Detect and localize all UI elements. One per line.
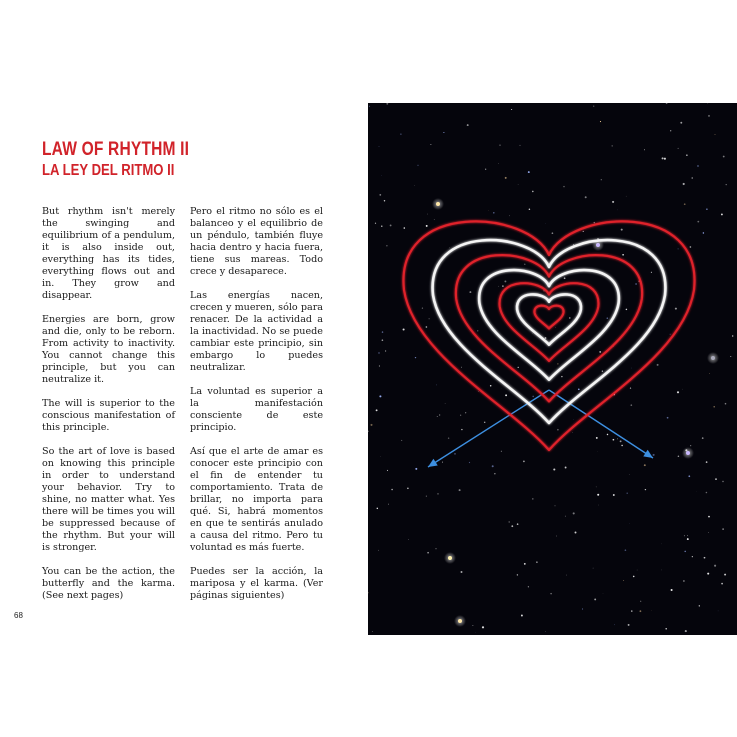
- star: [528, 586, 529, 587]
- star: [430, 144, 431, 145]
- star: [686, 155, 687, 156]
- star: [708, 115, 710, 117]
- star: [662, 157, 664, 159]
- star: [461, 571, 463, 573]
- star: [381, 226, 382, 227]
- star: [594, 598, 596, 600]
- star: [684, 551, 686, 553]
- star: [518, 367, 519, 368]
- star: [369, 106, 370, 107]
- star: [557, 429, 559, 431]
- star: [706, 208, 708, 210]
- bright-star: [596, 243, 600, 247]
- star: [528, 171, 530, 173]
- star: [408, 539, 409, 540]
- star: [640, 601, 641, 602]
- bright-star: [711, 356, 715, 360]
- star: [401, 440, 402, 441]
- star-field: [368, 103, 733, 632]
- star: [626, 493, 627, 494]
- star: [690, 246, 692, 248]
- star: [593, 106, 594, 107]
- heart-outline-4: [479, 270, 619, 380]
- star: [461, 429, 462, 430]
- star: [575, 532, 577, 534]
- star: [382, 339, 384, 341]
- star: [611, 145, 612, 146]
- star: [612, 201, 614, 203]
- star: [651, 272, 652, 273]
- star: [709, 373, 710, 374]
- english-text-column: [42, 206, 175, 614]
- star: [509, 216, 510, 217]
- star: [502, 285, 504, 287]
- star: [725, 403, 727, 405]
- star: [518, 184, 519, 185]
- star: [631, 610, 632, 611]
- star: [630, 388, 631, 389]
- star: [563, 186, 564, 187]
- star: [498, 286, 499, 287]
- star: [439, 414, 440, 415]
- heart-outline-7: [534, 306, 563, 329]
- star: [653, 454, 655, 456]
- star: [665, 628, 667, 630]
- star: [499, 145, 500, 146]
- heart-outline-1: [403, 221, 694, 450]
- english-paragraph-4: So the art of love is based on knowing this principle in order to understand your behavior. Try to shine, no matter what. Yes there will be times you will be suppressed because of the rhythm. But your will is stronger.: [42, 446, 175, 553]
- star: [622, 254, 624, 256]
- arrows: [428, 390, 653, 467]
- star: [596, 487, 597, 488]
- star: [478, 391, 479, 392]
- star: [565, 467, 567, 469]
- star: [572, 432, 573, 433]
- star: [532, 191, 534, 193]
- star: [521, 615, 523, 617]
- spanish-paragraph-3: La voluntad es superior a la manifestación consciente de este principio.: [190, 386, 323, 433]
- star: [381, 175, 382, 176]
- star: [379, 146, 380, 147]
- star: [426, 225, 428, 227]
- star: [469, 462, 470, 463]
- star: [379, 365, 380, 366]
- page-title-english: LAW OF RHYTHM II: [42, 139, 190, 160]
- star: [602, 371, 603, 372]
- star: [625, 549, 627, 551]
- star: [631, 404, 633, 406]
- star: [517, 574, 518, 575]
- star: [675, 308, 677, 310]
- star: [469, 291, 471, 293]
- star: [593, 568, 594, 569]
- star: [436, 548, 437, 549]
- star: [677, 391, 679, 393]
- star: [417, 165, 418, 166]
- heart-illustration: [368, 103, 737, 635]
- star: [613, 439, 615, 441]
- star: [545, 337, 547, 339]
- spanish-paragraph-4: Así que el arte de amar es conocer este principio con el fin de entender tu comportamiento. Trata de brillar, no importa para qué. Si, habrá momentos en que te sentirás anulado a causa del ritmo. Pero tu voluntad es más fuerte.: [190, 446, 323, 553]
- star: [713, 406, 715, 408]
- star: [566, 575, 567, 576]
- star: [623, 580, 624, 581]
- star: [459, 489, 461, 491]
- star: [387, 470, 388, 471]
- star: [657, 364, 659, 366]
- star: [391, 489, 393, 491]
- star: [582, 609, 583, 610]
- star: [426, 496, 427, 497]
- star: [678, 148, 679, 149]
- star: [600, 121, 601, 122]
- star: [434, 219, 435, 220]
- star: [498, 163, 499, 164]
- star: [437, 416, 438, 417]
- star: [678, 455, 680, 457]
- star: [680, 122, 682, 124]
- spanish-paragraph-1: Pero el ritmo no sólo es el balanceo y el equilibrio de un péndulo, también fluye hacia dentro y hacia fuera, tiene sus mareas. Todo crece y desaparece.: [190, 206, 323, 277]
- star: [556, 536, 557, 537]
- star: [552, 232, 554, 234]
- star: [493, 212, 495, 214]
- star: [697, 221, 699, 223]
- star: [621, 229, 623, 231]
- star: [443, 132, 444, 133]
- star: [368, 431, 369, 432]
- star: [583, 231, 584, 232]
- star: [372, 631, 373, 632]
- star: [482, 626, 484, 628]
- star: [511, 109, 512, 110]
- star: [490, 385, 492, 387]
- star: [505, 394, 507, 396]
- star: [448, 437, 449, 438]
- star: [683, 580, 685, 582]
- star: [707, 103, 708, 104]
- star: [715, 134, 716, 135]
- star: [699, 605, 700, 606]
- star: [427, 214, 428, 215]
- star: [614, 624, 615, 625]
- star: [426, 326, 428, 328]
- english-paragraph-2: Energies are born, grow and die, only to be reborn. From activity to inactivity. You cannot change this principle, but you can neutralize it.: [42, 314, 175, 385]
- star: [722, 528, 724, 530]
- star: [684, 203, 686, 205]
- star: [384, 200, 385, 201]
- star: [565, 516, 566, 517]
- star: [688, 475, 690, 477]
- star: [437, 493, 438, 494]
- star: [722, 481, 723, 482]
- star: [545, 223, 546, 224]
- star: [532, 396, 534, 398]
- star: [536, 561, 538, 563]
- star: [715, 478, 717, 480]
- star: [687, 538, 689, 540]
- star: [427, 552, 429, 554]
- star: [620, 440, 622, 442]
- star: [702, 437, 704, 439]
- star: [380, 456, 381, 457]
- arrow-left: [428, 390, 549, 467]
- star: [718, 611, 719, 612]
- star: [553, 468, 555, 470]
- star: [492, 465, 494, 467]
- star: [628, 624, 630, 626]
- star: [404, 227, 406, 229]
- star: [545, 631, 546, 632]
- star: [422, 308, 423, 309]
- star: [532, 498, 534, 500]
- star: [449, 247, 450, 248]
- star: [573, 512, 575, 514]
- spanish-paragraph-5: Puedes ser la acción, la mariposa y el karma. (Ver páginas siguientes): [190, 566, 323, 601]
- star: [724, 574, 726, 576]
- star: [520, 145, 521, 146]
- star: [671, 589, 673, 591]
- star: [637, 570, 638, 571]
- star: [523, 461, 525, 463]
- star: [706, 461, 708, 463]
- star: [644, 149, 645, 150]
- star: [666, 103, 668, 104]
- star: [721, 583, 723, 585]
- star: [555, 327, 556, 328]
- star: [415, 357, 416, 358]
- star: [379, 395, 381, 397]
- star: [683, 183, 685, 185]
- star: [685, 630, 687, 632]
- star: [732, 335, 733, 336]
- arrow-right: [549, 390, 653, 458]
- concentric-hearts: [403, 221, 694, 450]
- star: [436, 385, 437, 386]
- star: [684, 535, 685, 536]
- heart-outline-6: [517, 294, 581, 344]
- star: [633, 576, 635, 578]
- star: [697, 165, 698, 166]
- star: [508, 521, 509, 522]
- star: [692, 556, 693, 557]
- star: [585, 196, 587, 198]
- star: [407, 487, 409, 489]
- star: [601, 179, 602, 180]
- spanish-paragraph-2: Las energías nacen, crecen y mueren, sólo para renacer. De la actividad a la inactividad. No se puede cambiar este principio, sin embargo lo puedes neutralizar.: [190, 290, 323, 373]
- star: [386, 245, 387, 246]
- star: [429, 318, 430, 319]
- star: [378, 352, 379, 353]
- english-paragraph-3: The will is superior to the conscious manifestation of this principle.: [42, 398, 175, 433]
- star: [613, 494, 615, 496]
- star: [460, 415, 461, 416]
- page-number: 68: [14, 611, 23, 620]
- star: [465, 412, 466, 413]
- star: [645, 489, 646, 490]
- star: [621, 445, 622, 446]
- star: [690, 445, 691, 446]
- star: [561, 376, 562, 377]
- star: [596, 437, 598, 439]
- page-title-spanish: LA LEY DEL RITMO II: [42, 162, 175, 179]
- star: [692, 177, 693, 178]
- star: [670, 130, 671, 131]
- star: [382, 331, 383, 332]
- star: [385, 350, 386, 351]
- star: [635, 283, 637, 285]
- star: [467, 124, 469, 126]
- star: [461, 367, 462, 368]
- star: [723, 156, 725, 158]
- bright-star: [448, 556, 452, 560]
- star: [708, 532, 709, 533]
- star: [388, 504, 389, 505]
- star: [661, 570, 662, 571]
- star: [626, 196, 627, 197]
- heart-outline-2: [433, 240, 666, 423]
- star: [510, 366, 511, 367]
- star: [554, 505, 555, 506]
- star: [708, 516, 710, 518]
- star: [617, 439, 618, 440]
- star: [597, 494, 599, 496]
- star: [564, 277, 566, 279]
- star: [504, 280, 506, 282]
- star: [477, 330, 478, 331]
- spanish-text-column: [190, 206, 323, 614]
- star: [524, 563, 526, 565]
- star: [529, 208, 531, 210]
- star: [707, 573, 709, 575]
- star: [639, 610, 641, 612]
- star: [703, 232, 704, 233]
- star: [644, 464, 646, 466]
- star: [377, 508, 378, 509]
- star: [414, 185, 415, 186]
- star: [599, 351, 601, 353]
- star: [578, 388, 580, 390]
- star: [651, 610, 652, 611]
- star: [379, 194, 381, 196]
- star: [505, 177, 507, 179]
- star: [629, 474, 630, 475]
- star: [714, 565, 716, 567]
- star: [664, 158, 666, 160]
- star: [445, 403, 446, 404]
- english-paragraph-5: You can be the action, the butterfly and the karma. (See next pages): [42, 566, 175, 601]
- star: [501, 451, 502, 452]
- star: [390, 224, 392, 226]
- bright-star: [686, 451, 690, 455]
- star: [730, 356, 731, 357]
- star: [557, 363, 558, 364]
- star: [485, 169, 486, 170]
- star: [403, 328, 405, 330]
- star: [569, 317, 570, 318]
- star: [473, 625, 474, 626]
- heart-artwork: [368, 103, 737, 635]
- star: [454, 453, 455, 454]
- star: [626, 309, 628, 311]
- bright-star: [436, 202, 440, 206]
- star: [706, 492, 708, 494]
- star: [607, 434, 608, 435]
- star: [400, 133, 401, 134]
- star: [667, 417, 669, 419]
- star: [370, 424, 372, 426]
- star: [442, 462, 443, 463]
- english-paragraph-1: But rhythm isn't merely the swinging and equilibrium of a pendulum, it is also inside out, everything has its tides, everything flows out and in. They grow and disappear.: [42, 206, 175, 301]
- star: [415, 468, 417, 470]
- star: [678, 248, 679, 249]
- star: [670, 334, 671, 335]
- star: [550, 593, 552, 595]
- star: [375, 223, 376, 224]
- star: [726, 184, 727, 185]
- bright-star: [458, 619, 462, 623]
- star: [494, 473, 495, 474]
- star: [376, 409, 378, 411]
- star: [386, 103, 388, 105]
- star: [378, 550, 379, 551]
- star: [511, 525, 513, 527]
- star: [721, 213, 723, 215]
- star: [687, 535, 688, 536]
- star: [524, 264, 525, 265]
- star: [607, 317, 609, 319]
- star: [573, 244, 574, 245]
- star: [704, 557, 706, 559]
- star: [517, 523, 519, 525]
- star: [594, 222, 595, 223]
- star: [484, 422, 485, 423]
